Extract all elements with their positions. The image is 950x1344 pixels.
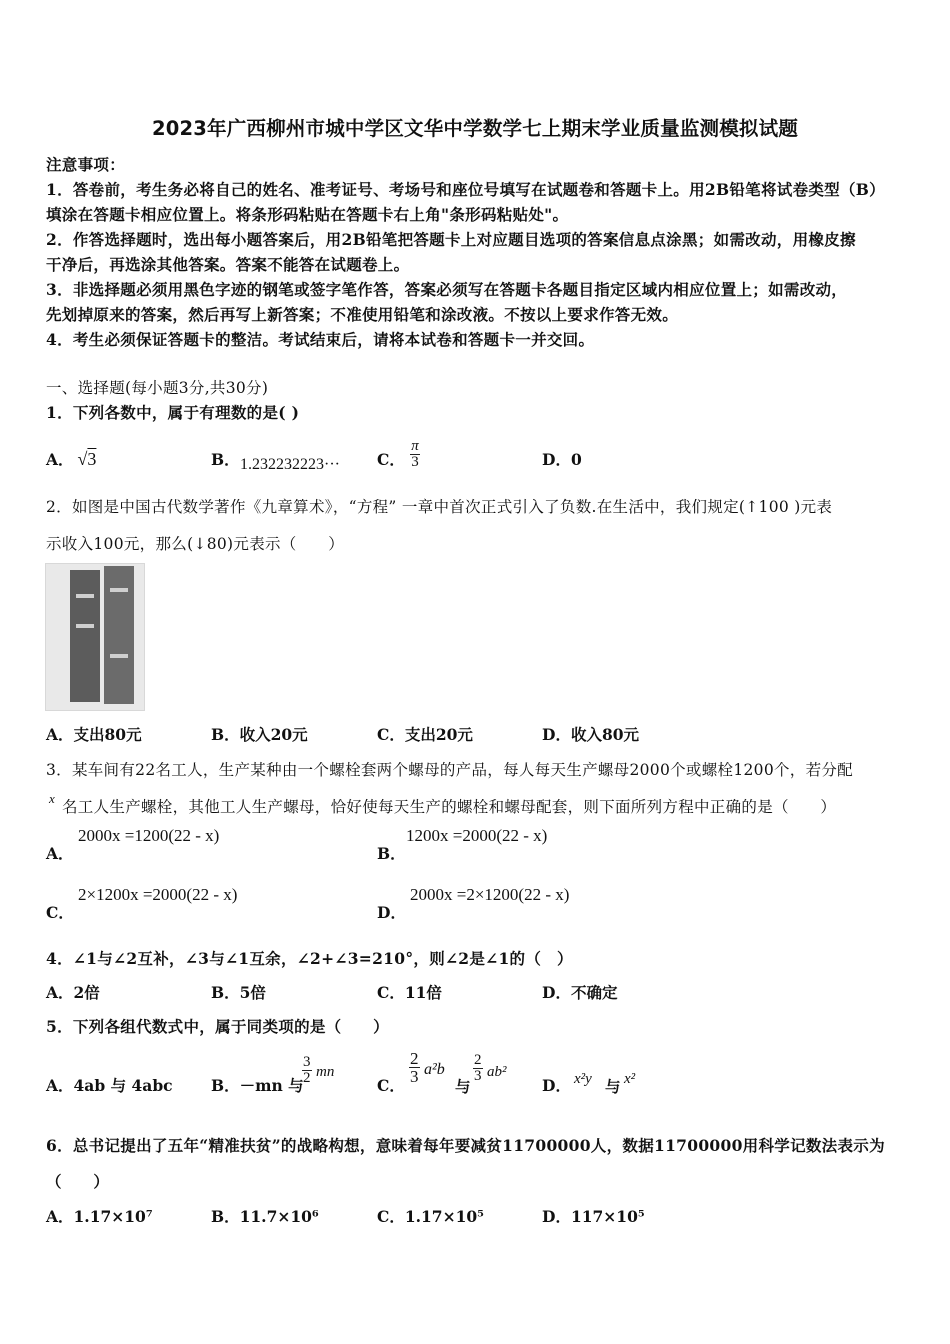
q5-d-variable-2: x²: [624, 1071, 636, 1087]
q3-a-label: A．: [46, 844, 74, 863]
q1-c-numerator: π: [411, 437, 419, 454]
q4-option-b: B．5倍: [211, 983, 266, 1002]
q1-stem: 1．下列各数中，属于有理数的是( ): [46, 403, 300, 422]
q2-option-c: C．支出20元: [377, 725, 473, 744]
note-line-1: 1．答卷前，考生务必将自己的姓名、准考证号、考场号和座位号填写在试题卷和答题卡上。用2B铅笔将试卷类型（B）: [46, 180, 885, 199]
q1-c-fraction: [410, 439, 420, 470]
q5-c-numerator-1: 2: [410, 1049, 419, 1068]
q2-stem-line-2: 示收入100元，那么(↓80)元表示（ ）: [46, 535, 344, 553]
q5-b-fraction: [302, 1055, 312, 1086]
note-line-6: 先划掉原来的答案，然后再写上新答案；不准使用铅笔和涂改液。不按以上要求作答无效。: [46, 305, 679, 324]
q4-option-c: C．11倍: [377, 983, 442, 1002]
q5-c-denominator-1: 3: [410, 1067, 419, 1086]
q1-a-value: 3: [87, 449, 97, 469]
q5-d-with: 与: [605, 1077, 621, 1096]
q5-d-variable-1: x²y: [574, 1071, 592, 1087]
q3-d-label: D．: [377, 903, 406, 922]
section-heading: 一、选择题(每小题3分,共30分): [46, 379, 269, 397]
note-line-4: 干净后，再选涂其他答案。答案不能答在试题卷上。: [46, 255, 410, 274]
q5-c-denominator-2: 3: [474, 1068, 482, 1084]
note-line-2: 填涂在答题卡相应位置上。将条形码粘贴在答题卡右上角"条形码粘贴处"。: [46, 205, 569, 224]
q6-option-b: B．11.7×10⁶: [211, 1207, 319, 1226]
q1-option-d: D．0: [542, 450, 582, 469]
book-spine: [104, 566, 134, 704]
q1-option-a: [46, 448, 96, 470]
q2-option-d: D．收入80元: [542, 725, 640, 744]
q5-c-label: C．: [377, 1076, 405, 1095]
book-image: [45, 563, 145, 711]
q5-b-denominator: 2: [303, 1070, 311, 1086]
note-line-5: 3．非选择题必须用黑色字迹的钢笔或签字笔作答，答案必须写在答题卡各题目指定区域内相应位置上；如需改动，: [46, 280, 848, 299]
q5-b-label: B．－mn 与: [211, 1076, 304, 1095]
q3-variable: x: [49, 791, 55, 806]
notes-heading: 注意事项：: [46, 155, 126, 174]
q3-b-equation: 1200x =2000(22 - x): [406, 826, 548, 845]
q1-c-denominator: 3: [411, 453, 419, 470]
q5-option-a: A．4ab 与 4abc: [46, 1076, 173, 1095]
q4-stem: 4．∠1与∠2互补，∠3与∠1互余，∠2+∠3=210°，则∠2是∠1的（ ）: [46, 949, 573, 968]
note-line-3: 2．作答选择题时，选出每小题答案后，用2B铅笔把答题卡上对应题目选项的答案信息点涂黑；如需改动，用橡皮擦: [46, 230, 856, 249]
note-line-7: 4．考生必须保证答题卡的整洁。考试结束后，请将本试卷和答题卡一并交回。: [46, 330, 595, 349]
sqrt-symbol: √3: [77, 449, 97, 469]
q3-b-label: B．: [377, 844, 406, 863]
q3-c-label: C．: [46, 903, 74, 922]
q5-c-variable-2: ab²: [487, 1064, 507, 1080]
q5-c-with: 与: [455, 1077, 471, 1096]
q3-c-equation: 2×1200x =2000(22 - x): [78, 885, 238, 904]
q5-c-fraction-2: [473, 1053, 483, 1084]
q6-option-d: D．117×10⁵: [542, 1207, 645, 1226]
q5-c-fraction-1: [409, 1050, 420, 1085]
q1-a-label: A．: [46, 450, 74, 469]
q1-option-c: [377, 437, 420, 470]
page-title: 2023年广西柳州市城中学区文华中学数学七上期末学业质量监测模拟试题: [151, 117, 799, 140]
q3-d-equation: 2000x =2×1200(22 - x): [410, 885, 570, 904]
q5-d-label: D．: [542, 1076, 571, 1095]
q6-stem-line-2: （ ）: [46, 1172, 110, 1191]
q5-c-numerator-2: 2: [474, 1052, 482, 1068]
q2-option-b: B．收入20元: [211, 725, 308, 744]
q6-stem-line-1: 6．总书记提出了五年“精准扶贫”的战略构想，意味着每年要减贫11700000人，数据11700000用科学记数法表示为: [46, 1136, 885, 1155]
q3-stem-line-2: 名工人生产螺栓，其他工人生产螺母，恰好使每天生产的螺栓和螺母配套，则下面所列方程中正确的是（ ）: [62, 798, 837, 816]
book-spine: [70, 570, 100, 702]
q5-b-numerator: 3: [303, 1054, 311, 1070]
q6-option-a: A．1.17×10⁷: [46, 1207, 153, 1226]
q4-option-d: D．不确定: [542, 983, 618, 1002]
q5-b-variable: mn: [316, 1064, 335, 1080]
q2-option-a: A．支出80元: [46, 725, 142, 744]
q5-c-variable-1: a²b: [424, 1061, 445, 1078]
q4-option-a: A．2倍: [46, 983, 100, 1002]
q3-a-equation: 2000x =1200(22 - x): [78, 826, 220, 845]
q1-b-label: B．: [211, 450, 240, 469]
q1-b-value: 1.232232223···: [240, 456, 340, 473]
q6-option-c: C．1.17×10⁵: [377, 1207, 484, 1226]
q5-stem: 5．下列各组代数式中，属于同类项的是（ ）: [46, 1017, 389, 1036]
q2-stem-line-1: 2．如图是中国古代数学著作《九章算术》，“方程” 一章中首次正式引入了负数.在生活中，我们规定(↑100 )元表: [46, 498, 833, 516]
q3-stem-line-1: 3．某车间有22名工人，生产某种由一个螺栓套两个螺母的产品，每人每天生产螺母2000个或螺栓1200个，若分配: [46, 761, 853, 779]
q1-c-label: C．: [377, 450, 405, 469]
